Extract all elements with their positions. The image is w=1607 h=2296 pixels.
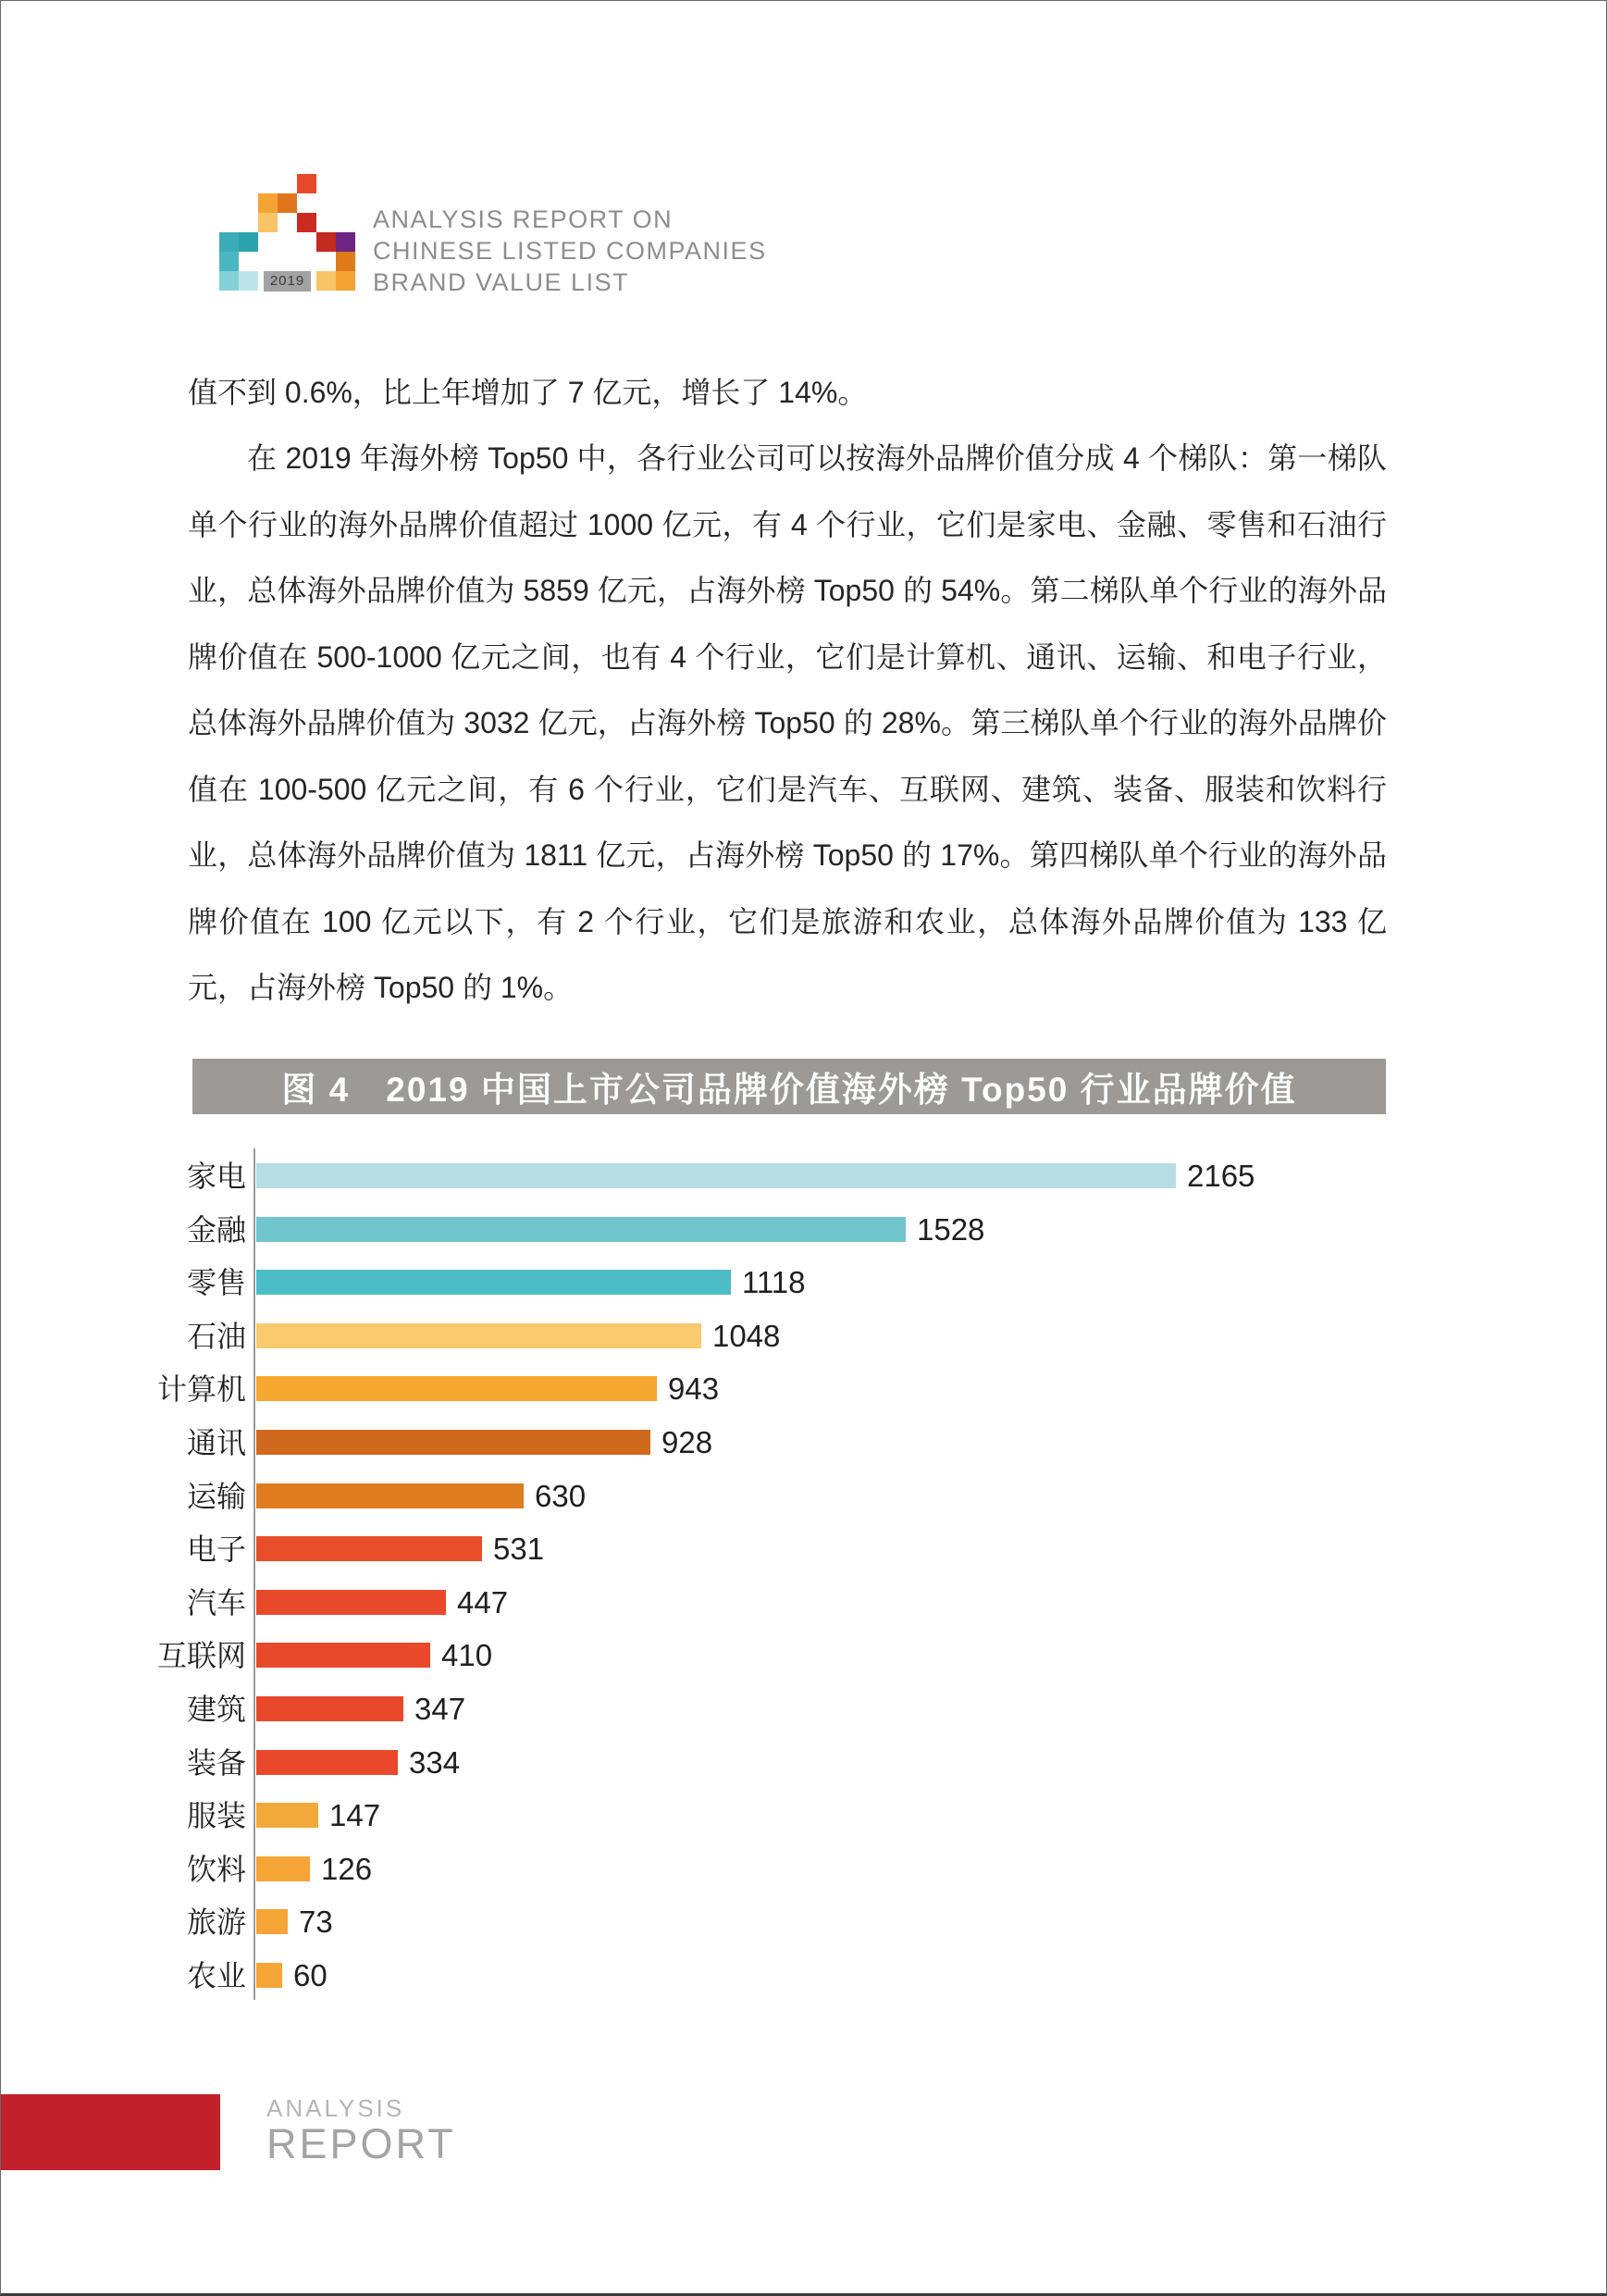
bar-value-label: 928 <box>661 1425 713 1459</box>
logo-mosaic-cell <box>258 193 278 213</box>
bar-value-label: 1048 <box>712 1318 781 1353</box>
logo-mosaic-cell <box>336 232 355 252</box>
bar-category-label: 互联网 <box>156 1639 246 1673</box>
logo-mosaic-cell <box>278 193 297 213</box>
figure-title-bar: 图 4 2019 中国上市公司品牌价值海外榜 Top50 行业品牌价值 <box>192 1059 1386 1114</box>
bar-category-label: 装备 <box>186 1745 246 1780</box>
bar-value-label: 943 <box>668 1371 720 1407</box>
logo-mosaic-cell <box>219 252 239 271</box>
bar <box>256 1856 310 1881</box>
header-title-line-2: CHINESE LISTED COMPANIES <box>373 237 767 265</box>
bar-value-label: 73 <box>299 1905 333 1940</box>
bar <box>256 1217 906 1242</box>
logo-mosaic-cell <box>219 232 239 252</box>
chart-row <box>1 1905 1607 1940</box>
bar-value-label: 60 <box>293 1958 328 1992</box>
report-header-title <box>373 204 767 298</box>
bar-value-label: 334 <box>409 1744 461 1780</box>
logo-mosaic-cell <box>316 232 336 252</box>
bar <box>256 1483 524 1508</box>
logo-year-badge: 2019 <box>264 271 311 292</box>
logo-mosaic-cell <box>336 271 355 291</box>
bar-category-label: 计算机 <box>156 1372 246 1407</box>
bar-value-label: 347 <box>414 1692 466 1726</box>
bar <box>256 1803 318 1828</box>
bar <box>256 1430 650 1455</box>
chart-row <box>1 1798 1607 1833</box>
chart-row <box>1 1584 1607 1620</box>
bar-category-label: 电子 <box>186 1533 246 1567</box>
bar <box>256 1643 430 1668</box>
logo-mosaic-cell <box>297 174 316 193</box>
chart-row <box>1 1692 1607 1726</box>
chart-row <box>1 1371 1607 1407</box>
bar-value-label: 410 <box>441 1638 493 1673</box>
bar <box>256 1536 482 1561</box>
bar-category-label: 汽车 <box>186 1585 246 1620</box>
logo-mosaic-cell <box>336 252 355 271</box>
bar <box>256 1696 403 1721</box>
header-title-line-3: BRAND VALUE LIST <box>373 268 630 296</box>
bar-category-label: 家电 <box>186 1160 246 1193</box>
logo-mosaic-cell <box>239 232 258 252</box>
bar <box>256 1163 1176 1188</box>
chart-row <box>1 1532 1607 1567</box>
bar <box>256 1590 446 1615</box>
chart-row <box>1 1159 1607 1193</box>
bar <box>256 1376 657 1401</box>
chart-row <box>1 1851 1607 1886</box>
bar-category-label: 零售 <box>186 1266 246 1300</box>
bar <box>256 1750 398 1775</box>
chart-row <box>1 1265 1607 1300</box>
bar-value-label: 1528 <box>917 1211 985 1247</box>
chart-row <box>1 1478 1607 1513</box>
bar <box>256 1909 288 1934</box>
bar-category-label: 通讯 <box>186 1426 246 1459</box>
chart-row <box>1 1638 1607 1673</box>
footer-wordmark <box>266 2094 456 2166</box>
bar-value-label: 2165 <box>1187 1159 1255 1193</box>
bar-category-label: 饮料 <box>186 1852 246 1886</box>
bar-chart <box>1 1148 1607 2037</box>
header-title-line-1: ANALYSIS REPORT ON <box>373 205 674 233</box>
chart-row <box>1 1211 1607 1247</box>
footer-accent-block <box>1 2094 220 2170</box>
bar-value-label: 126 <box>321 1851 373 1886</box>
logo-mosaic-cell <box>239 271 258 291</box>
bar <box>256 1963 282 1988</box>
chart-row <box>1 1744 1607 1780</box>
bar-category-label: 金融 <box>186 1212 246 1247</box>
footer-line-2: REPORT <box>266 2120 456 2167</box>
bar-category-label: 运输 <box>186 1479 246 1513</box>
logo-mosaic-cell <box>258 213 278 232</box>
chart-row <box>1 1318 1607 1353</box>
bar-value-label: 447 <box>457 1584 509 1620</box>
bar-category-label: 建筑 <box>186 1693 246 1726</box>
bar-category-label: 农业 <box>186 1959 246 1992</box>
logo-mosaic-cell <box>219 271 239 291</box>
bar-category-label: 服装 <box>186 1799 246 1833</box>
bar <box>256 1270 731 1295</box>
body-paragraph-1: 值不到 0.6%，比上年增加了 7 亿元，增长了 14%。 <box>188 376 868 409</box>
bar-value-label: 630 <box>535 1478 587 1513</box>
footer-line-1: ANALYSIS <box>266 2094 405 2122</box>
chart-row <box>1 1958 1607 1992</box>
body-paragraph-2: 在 2019 年海外榜 Top50 中，各行业公司可以按海外品牌价值分成 4 个梯队：第一梯队单个行业的海外品牌价值超过 1000 亿元，有 4 个行业，它们是家电、金融、零售和石油行业，总体海外品牌价值为 5859 亿元，占海外榜 Top50 的 54%。第二梯队单个行业的海外品牌价值在 500-1000 亿元之间，也有 4 个行业，它们是计算机、通讯、运输、和电子行业，总体海外品牌价值为 3032 亿元，占海外榜 Top50 的 28%。第三梯队单个行业的海外品牌价值在 100-500 亿元之间，有 6 个行业，它们是汽车、互联网、建筑、装备、服装和饮料行业，总体海外品牌价值为 1811 亿元，占海外榜 Top50 的 17%。第四梯队单个行业的海外品牌价值在 100 亿元以下，有 2 个行业，它们是旅游和农业，总体海外品牌价值为 133 亿元，占海外榜 Top50 的 1%。 <box>188 441 1387 1004</box>
chart-row <box>1 1425 1607 1459</box>
bar-category-label: 石油 <box>186 1319 246 1353</box>
bar <box>256 1323 701 1348</box>
logo-mosaic-cell <box>297 213 316 232</box>
bar-category-label: 旅游 <box>186 1905 246 1940</box>
bar-value-label: 531 <box>493 1532 545 1567</box>
bar-value-label: 1118 <box>742 1265 806 1300</box>
bar-value-label: 147 <box>329 1798 381 1833</box>
logo-mosaic-cell <box>316 271 336 291</box>
